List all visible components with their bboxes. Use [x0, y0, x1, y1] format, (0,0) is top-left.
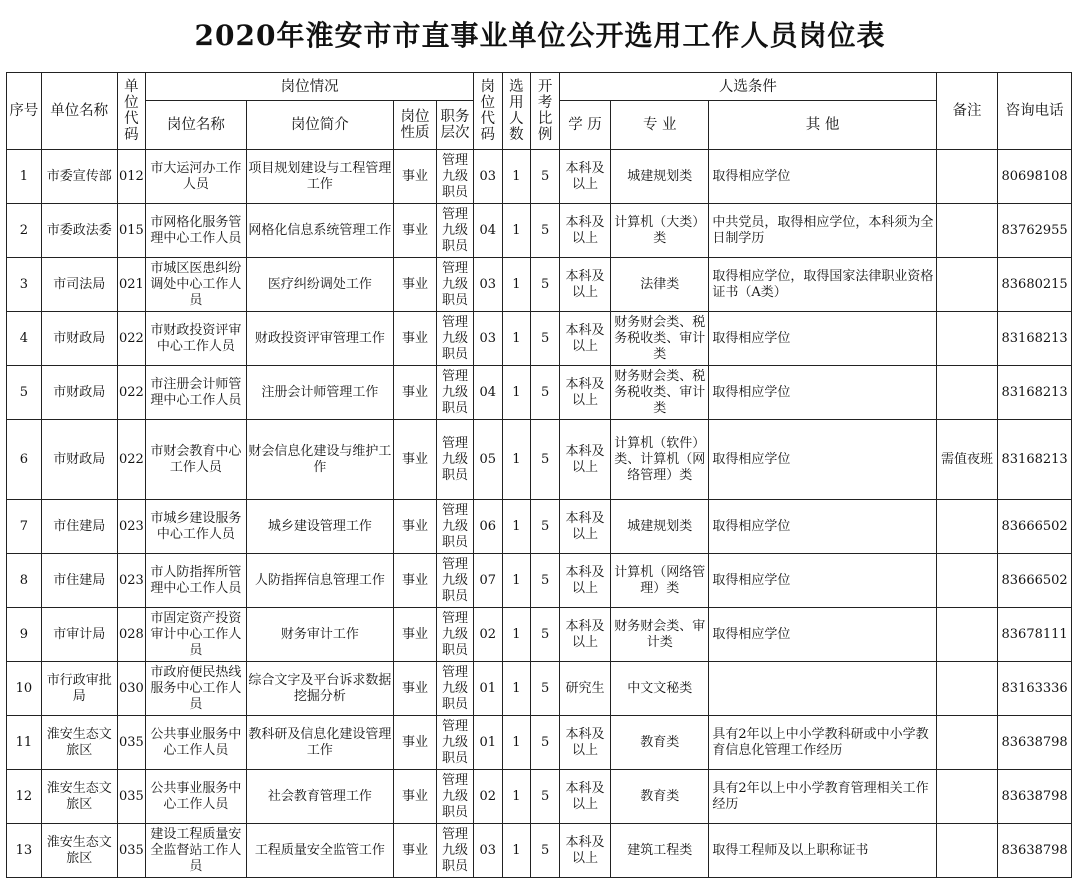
- cell-position-level: 管理九级职员: [437, 150, 474, 204]
- cell-other: 取得相应学位: [709, 420, 936, 500]
- cell-other: 中共党员，取得相应学位，本科须为全日制学历: [709, 204, 936, 258]
- table-row: [7, 662, 1072, 716]
- cell-unit-code: 035: [117, 824, 146, 878]
- cell-position-level: 管理九级职员: [437, 554, 474, 608]
- cell-unit: 淮安生态文旅区: [41, 770, 117, 824]
- cell-position-nature: 事业: [394, 770, 437, 824]
- cell-exam-ratio: 5: [531, 716, 560, 770]
- cell-major: 财务财会类、税务税收类、审计类: [611, 312, 709, 366]
- cell-seq: 13: [7, 824, 42, 878]
- cell-major: 教育类: [611, 770, 709, 824]
- cell-position-level: 管理九级职员: [437, 420, 474, 500]
- cell-position-level: 管理九级职员: [437, 500, 474, 554]
- cell-hire-count: 1: [502, 258, 531, 312]
- header-education: 学 历: [559, 101, 610, 150]
- cell-position-level: 管理九级职员: [437, 662, 474, 716]
- cell-position-code: 06: [473, 500, 502, 554]
- header-unit-code: 单位代码: [117, 73, 146, 150]
- cell-unit-code: 030: [117, 662, 146, 716]
- cell-major: 城建规划类: [611, 150, 709, 204]
- cell-unit: 市住建局: [41, 554, 117, 608]
- cell-position-nature: 事业: [394, 500, 437, 554]
- cell-position-code: 01: [473, 716, 502, 770]
- cell-hire-count: 1: [502, 500, 531, 554]
- cell-position-desc: 项目规划建设与工程管理工作: [246, 150, 393, 204]
- cell-position-level: 管理九级职员: [437, 608, 474, 662]
- cell-exam-ratio: 5: [531, 258, 560, 312]
- cell-phone: 83163336: [998, 662, 1072, 716]
- cell-position-name: 市城区医患纠纷调处中心工作人员: [146, 258, 246, 312]
- header-major: 专 业: [611, 101, 709, 150]
- table-row: [7, 150, 1072, 204]
- header-other: 其 他: [709, 101, 936, 150]
- cell-major: 财务财会类、审计类: [611, 608, 709, 662]
- cell-unit-code: 022: [117, 312, 146, 366]
- cell-position-nature: 事业: [394, 662, 437, 716]
- cell-seq: 5: [7, 366, 42, 420]
- header-position-info: 岗位情况: [146, 73, 474, 101]
- cell-other: 取得相应学位: [709, 312, 936, 366]
- table-row: [7, 608, 1072, 662]
- cell-unit-code: 022: [117, 366, 146, 420]
- cell-remark: [936, 366, 997, 420]
- cell-seq: 12: [7, 770, 42, 824]
- cell-position-level: 管理九级职员: [437, 770, 474, 824]
- cell-position-name: 市固定资产投资审计中心工作人员: [146, 608, 246, 662]
- cell-unit: 市司法局: [41, 258, 117, 312]
- cell-position-desc: 财务审计工作: [246, 608, 393, 662]
- cell-other: 取得相应学位，取得国家法律职业资格证书（A类）: [709, 258, 936, 312]
- cell-major: 城建规划类: [611, 500, 709, 554]
- cell-position-nature: 事业: [394, 554, 437, 608]
- cell-position-level: 管理九级职员: [437, 824, 474, 878]
- cell-position-code: 03: [473, 824, 502, 878]
- cell-position-nature: 事业: [394, 824, 437, 878]
- cell-exam-ratio: 5: [531, 500, 560, 554]
- cell-phone: 83168213: [998, 420, 1072, 500]
- cell-position-desc: 综合文字及平台诉求数据挖掘分析: [246, 662, 393, 716]
- cell-education: 本科及以上: [559, 312, 610, 366]
- table-row: [7, 770, 1072, 824]
- cell-position-code: 05: [473, 420, 502, 500]
- cell-seq: 8: [7, 554, 42, 608]
- cell-position-level: 管理九级职员: [437, 366, 474, 420]
- cell-unit: 市财政局: [41, 366, 117, 420]
- cell-position-desc: 工程质量安全监管工作: [246, 824, 393, 878]
- header-position-level: 职务层次: [437, 101, 474, 150]
- cell-education: 本科及以上: [559, 150, 610, 204]
- header-position-desc: 岗位简介: [246, 101, 393, 150]
- cell-phone: 83168213: [998, 366, 1072, 420]
- header-conditions: 人选条件: [559, 73, 936, 101]
- table-row: [7, 258, 1072, 312]
- header-phone: 咨询电话: [998, 73, 1072, 150]
- cell-position-name: 市财会教育中心工作人员: [146, 420, 246, 500]
- cell-position-nature: 事业: [394, 150, 437, 204]
- cell-phone: 83666502: [998, 554, 1072, 608]
- cell-hire-count: 1: [502, 150, 531, 204]
- header-remark: 备注: [936, 73, 997, 150]
- cell-unit-code: 028: [117, 608, 146, 662]
- cell-hire-count: 1: [502, 824, 531, 878]
- cell-position-name: 市财政投资评审中心工作人员: [146, 312, 246, 366]
- cell-education: 本科及以上: [559, 608, 610, 662]
- cell-position-code: 02: [473, 770, 502, 824]
- cell-hire-count: 1: [502, 366, 531, 420]
- cell-exam-ratio: 5: [531, 824, 560, 878]
- cell-seq: 7: [7, 500, 42, 554]
- header-position-code: 岗位代码: [473, 73, 502, 150]
- cell-seq: 6: [7, 420, 42, 500]
- cell-exam-ratio: 5: [531, 608, 560, 662]
- cell-position-code: 04: [473, 204, 502, 258]
- cell-position-code: 01: [473, 662, 502, 716]
- table-header: [7, 73, 1072, 150]
- cell-hire-count: 1: [502, 716, 531, 770]
- cell-phone: 83638798: [998, 716, 1072, 770]
- cell-position-name: 市人防指挥所管理中心工作人员: [146, 554, 246, 608]
- cell-unit: 市委政法委: [41, 204, 117, 258]
- table-row: [7, 420, 1072, 500]
- cell-major: 中文文秘类: [611, 662, 709, 716]
- cell-other: 取得相应学位: [709, 500, 936, 554]
- table-row: [7, 312, 1072, 366]
- cell-position-level: 管理九级职员: [437, 204, 474, 258]
- cell-major: 计算机（软件）类、计算机（网络管理）类: [611, 420, 709, 500]
- header-position-nature: 岗位性质: [394, 101, 437, 150]
- table-row: [7, 716, 1072, 770]
- header-unit-name: 单位名称: [41, 73, 117, 150]
- cell-position-nature: 事业: [394, 204, 437, 258]
- cell-position-name: 市城乡建设服务中心工作人员: [146, 500, 246, 554]
- table-row: [7, 554, 1072, 608]
- table-row: [7, 366, 1072, 420]
- cell-position-desc: 人防指挥信息管理工作: [246, 554, 393, 608]
- cell-unit-code: 023: [117, 554, 146, 608]
- table-body: [7, 150, 1072, 878]
- cell-exam-ratio: 5: [531, 150, 560, 204]
- cell-position-nature: 事业: [394, 312, 437, 366]
- cell-position-name: 公共事业服务中心工作人员: [146, 770, 246, 824]
- cell-education: 本科及以上: [559, 770, 610, 824]
- cell-phone: 83638798: [998, 770, 1072, 824]
- cell-unit: 市财政局: [41, 312, 117, 366]
- cell-major: 建筑工程类: [611, 824, 709, 878]
- cell-hire-count: 1: [502, 554, 531, 608]
- cell-remark: [936, 770, 997, 824]
- cell-unit: 淮安生态文旅区: [41, 716, 117, 770]
- cell-seq: 11: [7, 716, 42, 770]
- cell-unit-code: 035: [117, 716, 146, 770]
- cell-position-desc: 注册会计师管理工作: [246, 366, 393, 420]
- cell-exam-ratio: 5: [531, 366, 560, 420]
- cell-phone: 83762955: [998, 204, 1072, 258]
- cell-hire-count: 1: [502, 312, 531, 366]
- cell-position-desc: 社会教育管理工作: [246, 770, 393, 824]
- cell-phone: 83168213: [998, 312, 1072, 366]
- cell-other: 取得相应学位: [709, 608, 936, 662]
- cell-remark: [936, 150, 997, 204]
- cell-unit-code: 035: [117, 770, 146, 824]
- cell-position-code: 03: [473, 312, 502, 366]
- cell-education: 本科及以上: [559, 258, 610, 312]
- cell-other: 取得相应学位: [709, 554, 936, 608]
- cell-position-nature: 事业: [394, 716, 437, 770]
- cell-seq: 2: [7, 204, 42, 258]
- cell-exam-ratio: 5: [531, 662, 560, 716]
- cell-unit-code: 021: [117, 258, 146, 312]
- cell-exam-ratio: 5: [531, 312, 560, 366]
- cell-exam-ratio: 5: [531, 770, 560, 824]
- cell-position-desc: 医疗纠纷调处工作: [246, 258, 393, 312]
- cell-education: 本科及以上: [559, 500, 610, 554]
- cell-phone: 83678111: [998, 608, 1072, 662]
- cell-position-name: 建设工程质量安全监督站工作人员: [146, 824, 246, 878]
- cell-position-name: 市大运河办工作人员: [146, 150, 246, 204]
- cell-major: 法律类: [611, 258, 709, 312]
- header-seq: 序号: [7, 73, 42, 150]
- cell-other: 取得相应学位: [709, 150, 936, 204]
- cell-position-desc: 财会信息化建设与维护工作: [246, 420, 393, 500]
- cell-exam-ratio: 5: [531, 554, 560, 608]
- cell-position-desc: 教科研及信息化建设管理工作: [246, 716, 393, 770]
- cell-unit-code: 022: [117, 420, 146, 500]
- cell-remark: [936, 312, 997, 366]
- cell-position-level: 管理九级职员: [437, 716, 474, 770]
- cell-unit: 淮安生态文旅区: [41, 824, 117, 878]
- positions-table: [6, 72, 1072, 878]
- cell-education: 研究生: [559, 662, 610, 716]
- cell-education: 本科及以上: [559, 716, 610, 770]
- cell-other: 取得工程师及以上职称证书: [709, 824, 936, 878]
- cell-hire-count: 1: [502, 770, 531, 824]
- cell-seq: 1: [7, 150, 42, 204]
- cell-phone: 83680215: [998, 258, 1072, 312]
- cell-phone: 83666502: [998, 500, 1072, 554]
- cell-position-code: 02: [473, 608, 502, 662]
- cell-major: 计算机（大类）类: [611, 204, 709, 258]
- table-row: [7, 824, 1072, 878]
- cell-seq: 4: [7, 312, 42, 366]
- cell-phone: 83638798: [998, 824, 1072, 878]
- cell-position-name: 公共事业服务中心工作人员: [146, 716, 246, 770]
- cell-position-nature: 事业: [394, 258, 437, 312]
- cell-education: 本科及以上: [559, 420, 610, 500]
- cell-position-code: 07: [473, 554, 502, 608]
- cell-position-desc: 网格化信息系统管理工作: [246, 204, 393, 258]
- cell-remark: [936, 554, 997, 608]
- cell-other: [709, 662, 936, 716]
- cell-position-nature: 事业: [394, 608, 437, 662]
- cell-seq: 9: [7, 608, 42, 662]
- cell-remark: [936, 608, 997, 662]
- cell-position-code: 04: [473, 366, 502, 420]
- cell-unit: 市住建局: [41, 500, 117, 554]
- cell-unit: 市行政审批局: [41, 662, 117, 716]
- header-position-name: 岗位名称: [146, 101, 246, 150]
- cell-remark: [936, 716, 997, 770]
- cell-hire-count: 1: [502, 608, 531, 662]
- table-row: [7, 500, 1072, 554]
- cell-education: 本科及以上: [559, 554, 610, 608]
- cell-remark: [936, 824, 997, 878]
- cell-position-name: 市网格化服务管理中心工作人员: [146, 204, 246, 258]
- cell-major: 计算机（网络管理）类: [611, 554, 709, 608]
- cell-education: 本科及以上: [559, 204, 610, 258]
- cell-unit: 市审计局: [41, 608, 117, 662]
- cell-exam-ratio: 5: [531, 204, 560, 258]
- cell-position-name: 市政府便民热线服务中心工作人员: [146, 662, 246, 716]
- cell-exam-ratio: 5: [531, 420, 560, 500]
- cell-major: 教育类: [611, 716, 709, 770]
- cell-hire-count: 1: [502, 204, 531, 258]
- header-hire-count: 选用人数: [502, 73, 531, 150]
- cell-remark: [936, 204, 997, 258]
- cell-education: 本科及以上: [559, 824, 610, 878]
- cell-phone: 80698108: [998, 150, 1072, 204]
- cell-hire-count: 1: [502, 420, 531, 500]
- cell-position-name: 市注册会计师管理中心工作人员: [146, 366, 246, 420]
- cell-position-nature: 事业: [394, 420, 437, 500]
- cell-education: 本科及以上: [559, 366, 610, 420]
- cell-other: 具有2年以上中小学教科研或中小学教育信息化管理工作经历: [709, 716, 936, 770]
- cell-other: 具有2年以上中小学教育管理相关工作经历: [709, 770, 936, 824]
- cell-remark: [936, 662, 997, 716]
- document-title: 2020年淮安市市直事业单位公开选用工作人员岗位表: [194, 19, 886, 52]
- header-exam-ratio: 开考比例: [531, 73, 560, 150]
- cell-position-level: 管理九级职员: [437, 258, 474, 312]
- cell-position-code: 03: [473, 150, 502, 204]
- cell-other: 取得相应学位: [709, 366, 936, 420]
- cell-position-desc: 财政投资评审管理工作: [246, 312, 393, 366]
- cell-major: 财务财会类、税务税收类、审计类: [611, 366, 709, 420]
- cell-position-nature: 事业: [394, 366, 437, 420]
- cell-seq: 10: [7, 662, 42, 716]
- cell-position-desc: 城乡建设管理工作: [246, 500, 393, 554]
- cell-remark: 需值夜班: [936, 420, 997, 500]
- cell-position-level: 管理九级职员: [437, 312, 474, 366]
- cell-unit: 市财政局: [41, 420, 117, 500]
- cell-unit-code: 015: [117, 204, 146, 258]
- cell-unit-code: 023: [117, 500, 146, 554]
- cell-unit-code: 012: [117, 150, 146, 204]
- cell-unit: 市委宣传部: [41, 150, 117, 204]
- cell-hire-count: 1: [502, 662, 531, 716]
- cell-remark: [936, 500, 997, 554]
- table-row: [7, 204, 1072, 258]
- cell-position-code: 03: [473, 258, 502, 312]
- cell-seq: 3: [7, 258, 42, 312]
- cell-remark: [936, 258, 997, 312]
